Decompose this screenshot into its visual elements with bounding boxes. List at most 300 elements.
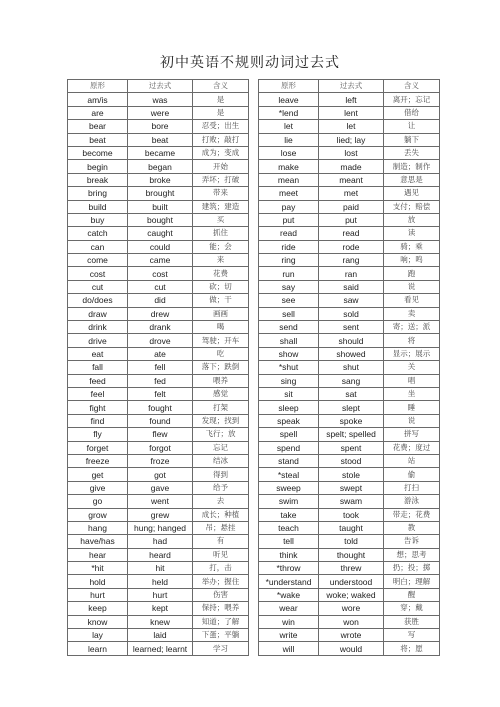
- verb-past: said: [319, 280, 384, 293]
- table-row: [259, 562, 440, 575]
- table-row: [259, 294, 440, 307]
- table-row: [68, 267, 249, 280]
- verb-past: held: [128, 575, 193, 588]
- table-row: [68, 615, 249, 628]
- verb-meaning: 抓住: [193, 227, 249, 240]
- verb-past: put: [319, 213, 384, 226]
- verb-meaning: 得到: [193, 468, 249, 481]
- table-row: [68, 414, 249, 427]
- table-row: [259, 441, 440, 454]
- verb-past: did: [128, 294, 193, 307]
- table-row: [68, 227, 249, 240]
- verb-past: let: [319, 120, 384, 133]
- verb-past: stood: [319, 454, 384, 467]
- verb-past: built: [128, 200, 193, 213]
- table-row: [259, 321, 440, 334]
- verb-base: go: [68, 495, 128, 508]
- verb-meaning: 发现；找到: [193, 414, 249, 427]
- table-row: [68, 307, 249, 320]
- verb-meaning: 砍；切: [193, 280, 249, 293]
- verb-past: began: [128, 160, 193, 173]
- table-row: [259, 454, 440, 467]
- verb-past: threw: [319, 562, 384, 575]
- table-row: [259, 106, 440, 119]
- table-row: [259, 629, 440, 642]
- header-meaning: 含义: [193, 80, 249, 93]
- table-row: [68, 575, 249, 588]
- table-row: [68, 521, 249, 534]
- verb-past: slept: [319, 401, 384, 414]
- verb-meaning: 保持；喂养: [193, 602, 249, 615]
- verb-base: become: [68, 146, 128, 159]
- table-row: [68, 361, 249, 374]
- verb-past: rode: [319, 240, 384, 253]
- verb-past: won: [319, 615, 384, 628]
- verb-past: fell: [128, 361, 193, 374]
- verb-base: know: [68, 615, 128, 628]
- verb-base: run: [259, 267, 319, 280]
- verb-base: forget: [68, 441, 128, 454]
- verb-meaning: 跑: [384, 267, 440, 280]
- verb-past: could: [128, 240, 193, 253]
- verb-table-left-body: [68, 93, 249, 655]
- verb-past: heard: [128, 548, 193, 561]
- verb-meaning: 驾驶；开车: [193, 334, 249, 347]
- table-row: [259, 387, 440, 400]
- verb-past: spelt; spelled: [319, 428, 384, 441]
- verb-meaning: 离开；忘记: [384, 93, 440, 106]
- verb-past: drank: [128, 321, 193, 334]
- verb-base: see: [259, 294, 319, 307]
- verb-meaning: 伤害: [193, 588, 249, 601]
- verb-meaning: 买: [193, 213, 249, 226]
- header-row: [68, 80, 249, 93]
- verb-meaning: 站: [384, 454, 440, 467]
- verb-base: pay: [259, 200, 319, 213]
- table-row: [259, 240, 440, 253]
- verb-past: showed: [319, 347, 384, 360]
- verb-base: drive: [68, 334, 128, 347]
- verb-base: spend: [259, 441, 319, 454]
- header-past: 过去式: [128, 80, 193, 93]
- verb-meaning: 丢失: [384, 146, 440, 159]
- verb-table-right: [258, 79, 440, 656]
- verb-base: cut: [68, 280, 128, 293]
- table-row: [68, 387, 249, 400]
- verb-meaning: 将；愿: [384, 642, 440, 655]
- verb-base: lose: [259, 146, 319, 159]
- verb-meaning: 遇见: [384, 187, 440, 200]
- verb-meaning: 花费；度过: [384, 441, 440, 454]
- verb-base: cost: [68, 267, 128, 280]
- verb-base: come: [68, 254, 128, 267]
- verb-past: sat: [319, 387, 384, 400]
- verb-base: say: [259, 280, 319, 293]
- table-row: [68, 428, 249, 441]
- verb-base: build: [68, 200, 128, 213]
- table-row: [68, 133, 249, 146]
- table-row: [68, 508, 249, 521]
- verb-past: saw: [319, 294, 384, 307]
- verb-base: lay: [68, 629, 128, 642]
- table-row: [259, 173, 440, 186]
- table-row: [259, 588, 440, 601]
- verb-meaning: 打扫: [384, 481, 440, 494]
- verb-past: shut: [319, 361, 384, 374]
- verb-meaning: 制造；制作: [384, 160, 440, 173]
- verb-meaning: 有: [193, 535, 249, 548]
- verb-meaning: 打架: [193, 401, 249, 414]
- verb-meaning: 告诉: [384, 535, 440, 548]
- verb-past: bore: [128, 120, 193, 133]
- verb-past: ran: [319, 267, 384, 280]
- verb-meaning: 是: [193, 93, 249, 106]
- verb-base: read: [259, 227, 319, 240]
- verb-past: bought: [128, 213, 193, 226]
- verb-base: fly: [68, 428, 128, 441]
- verb-past: learned; learnt: [128, 642, 193, 655]
- table-row: [68, 441, 249, 454]
- verb-past: became: [128, 146, 193, 159]
- table-row: [259, 213, 440, 226]
- table-row: [68, 495, 249, 508]
- verb-table-left: [67, 79, 249, 656]
- table-row: [68, 347, 249, 360]
- verb-meaning: 忘记: [193, 441, 249, 454]
- table-row: [259, 307, 440, 320]
- verb-meaning: 举办；握住: [193, 575, 249, 588]
- verb-base: teach: [259, 521, 319, 534]
- verb-base: feed: [68, 374, 128, 387]
- verb-meaning: 教: [384, 521, 440, 534]
- table-row: [68, 173, 249, 186]
- verb-base: *throw: [259, 562, 319, 575]
- verb-base: stand: [259, 454, 319, 467]
- verb-past: brought: [128, 187, 193, 200]
- verb-meaning: 拼写: [384, 428, 440, 441]
- table-row: [259, 200, 440, 213]
- verb-meaning: 喂养: [193, 374, 249, 387]
- table-row: [259, 187, 440, 200]
- verb-base: begin: [68, 160, 128, 173]
- table-row: [259, 468, 440, 481]
- table-row: [68, 535, 249, 548]
- verb-table-right-body: [259, 93, 440, 655]
- verb-meaning: 花费: [193, 267, 249, 280]
- verb-base: let: [259, 120, 319, 133]
- table-row: [259, 160, 440, 173]
- verb-meaning: 偷: [384, 468, 440, 481]
- table-row: [259, 414, 440, 427]
- verb-meaning: 响；鸣: [384, 254, 440, 267]
- verb-base: *understand: [259, 575, 319, 588]
- table-row: [68, 160, 249, 173]
- verb-base: win: [259, 615, 319, 628]
- verb-past: stole: [319, 468, 384, 481]
- table-row: [68, 200, 249, 213]
- verb-past: swam: [319, 495, 384, 508]
- table-row: [68, 280, 249, 293]
- verb-meaning: 建筑；建造: [193, 200, 249, 213]
- verb-past: cut: [128, 280, 193, 293]
- verb-past: laid: [128, 629, 193, 642]
- verb-base: send: [259, 321, 319, 334]
- verb-meaning: 放: [384, 213, 440, 226]
- verb-base: write: [259, 629, 319, 642]
- verb-meaning: 卖: [384, 307, 440, 320]
- table-row: [259, 120, 440, 133]
- verb-base: *shut: [259, 361, 319, 374]
- verb-meaning: 做；干: [193, 294, 249, 307]
- verb-meaning: 关: [384, 361, 440, 374]
- table-row: [259, 267, 440, 280]
- verb-base: find: [68, 414, 128, 427]
- verb-meaning: 忍受；出生: [193, 120, 249, 133]
- verb-past: were: [128, 106, 193, 119]
- verb-past: read: [319, 227, 384, 240]
- verb-past: swept: [319, 481, 384, 494]
- verb-meaning: 扔；投；掷: [384, 562, 440, 575]
- table-row: [68, 146, 249, 159]
- table-row: [68, 240, 249, 253]
- verb-past: understood: [319, 575, 384, 588]
- verb-meaning: 能；会: [193, 240, 249, 253]
- verb-past: hit: [128, 562, 193, 575]
- verb-base: put: [259, 213, 319, 226]
- verb-meaning: 明白；理解: [384, 575, 440, 588]
- verb-past: ate: [128, 347, 193, 360]
- table-row: [259, 508, 440, 521]
- table-row: [259, 535, 440, 548]
- table-row: [68, 120, 249, 133]
- verb-base: sleep: [259, 401, 319, 414]
- verb-base: *steal: [259, 468, 319, 481]
- verb-base: buy: [68, 213, 128, 226]
- verb-base: freeze: [68, 454, 128, 467]
- verb-meaning: 读: [384, 227, 440, 240]
- verb-past: spent: [319, 441, 384, 454]
- verb-base: get: [68, 468, 128, 481]
- verb-past: sent: [319, 321, 384, 334]
- verb-meaning: 骑；乘: [384, 240, 440, 253]
- verb-past: hurt: [128, 588, 193, 601]
- verb-past: made: [319, 160, 384, 173]
- verb-base: fight: [68, 401, 128, 414]
- verb-meaning: 写: [384, 629, 440, 642]
- verb-past: forgot: [128, 441, 193, 454]
- verb-meaning: 寄；送；派: [384, 321, 440, 334]
- verb-meaning: 画画: [193, 307, 249, 320]
- verb-past: froze: [128, 454, 193, 467]
- verb-past: took: [319, 508, 384, 521]
- verb-base: show: [259, 347, 319, 360]
- verb-past: met: [319, 187, 384, 200]
- verb-past: paid: [319, 200, 384, 213]
- verb-past: left: [319, 93, 384, 106]
- header-past: 过去式: [319, 80, 384, 93]
- verb-past: spoke: [319, 414, 384, 427]
- verb-past: caught: [128, 227, 193, 240]
- verb-meaning: 成长；种植: [193, 508, 249, 521]
- verb-past: should: [319, 334, 384, 347]
- verb-meaning: 支付；赔偿: [384, 200, 440, 213]
- verb-meaning: 借给: [384, 106, 440, 119]
- table-row: [259, 361, 440, 374]
- verb-meaning: 睡: [384, 401, 440, 414]
- verb-base: drink: [68, 321, 128, 334]
- verb-meaning: 感觉: [193, 387, 249, 400]
- table-row: [259, 602, 440, 615]
- table-row: [259, 146, 440, 159]
- verb-meaning: 醒: [384, 588, 440, 601]
- verb-past: fed: [128, 374, 193, 387]
- verb-base: make: [259, 160, 319, 173]
- header-base: 原形: [259, 80, 319, 93]
- verb-meaning: 看见: [384, 294, 440, 307]
- verb-meaning: 开始: [193, 160, 249, 173]
- verb-past: rang: [319, 254, 384, 267]
- verb-meaning: 唱: [384, 374, 440, 387]
- verb-base: meet: [259, 187, 319, 200]
- verb-past: cost: [128, 267, 193, 280]
- table-row: [68, 93, 249, 106]
- table-row: [259, 521, 440, 534]
- verb-base: mean: [259, 173, 319, 186]
- verb-base: spell: [259, 428, 319, 441]
- verb-past: hung; hanged: [128, 521, 193, 534]
- table-row: [68, 468, 249, 481]
- table-row: [259, 93, 440, 106]
- verb-meaning: 是: [193, 106, 249, 119]
- verb-base: have/has: [68, 535, 128, 548]
- table-row: [68, 629, 249, 642]
- verb-base: sweep: [259, 481, 319, 494]
- header-row: [259, 80, 440, 93]
- verb-past: gave: [128, 481, 193, 494]
- verb-base: fall: [68, 361, 128, 374]
- verb-base: will: [259, 642, 319, 655]
- verb-base: break: [68, 173, 128, 186]
- verb-base: tell: [259, 535, 319, 548]
- verb-past: drove: [128, 334, 193, 347]
- table-row: [68, 187, 249, 200]
- verb-meaning: 知道；了解: [193, 615, 249, 628]
- verb-base: grow: [68, 508, 128, 521]
- header-base: 原形: [68, 80, 128, 93]
- verb-meaning: 结冰: [193, 454, 249, 467]
- verb-meaning: 穿；戴: [384, 602, 440, 615]
- verb-past: lent: [319, 106, 384, 119]
- table-row: [259, 334, 440, 347]
- verb-past: told: [319, 535, 384, 548]
- table-row: [259, 280, 440, 293]
- verb-base: bear: [68, 120, 128, 133]
- verb-past: came: [128, 254, 193, 267]
- table-row: [68, 334, 249, 347]
- verb-base: keep: [68, 602, 128, 615]
- verb-past: wore: [319, 602, 384, 615]
- verb-past: found: [128, 414, 193, 427]
- table-row: [68, 562, 249, 575]
- page-title: 初中英语不规则动词过去式: [160, 55, 340, 71]
- table-row: [259, 133, 440, 146]
- verb-base: hold: [68, 575, 128, 588]
- verb-meaning: 让: [384, 120, 440, 133]
- table-row: [259, 227, 440, 240]
- verb-base: catch: [68, 227, 128, 240]
- verb-past: taught: [319, 521, 384, 534]
- table-row: [259, 495, 440, 508]
- verb-past: broke: [128, 173, 193, 186]
- verb-past: sold: [319, 307, 384, 320]
- table-row: [68, 374, 249, 387]
- verb-meaning: 来: [193, 254, 249, 267]
- verb-past: lied; lay: [319, 133, 384, 146]
- verb-base: speak: [259, 414, 319, 427]
- verb-past: felt: [128, 387, 193, 400]
- verb-past: sang: [319, 374, 384, 387]
- verb-meaning: 学习: [193, 642, 249, 655]
- verb-past: was: [128, 93, 193, 106]
- verb-base: bring: [68, 187, 128, 200]
- verb-meaning: 说: [384, 414, 440, 427]
- verb-base: give: [68, 481, 128, 494]
- header-meaning: 含义: [384, 80, 440, 93]
- verb-meaning: 弄坏；打破: [193, 173, 249, 186]
- verb-meaning: 坐: [384, 387, 440, 400]
- verb-base: draw: [68, 307, 128, 320]
- verb-base: lie: [259, 133, 319, 146]
- table-row: [259, 347, 440, 360]
- table-row: [68, 254, 249, 267]
- verb-past: woke; waked: [319, 588, 384, 601]
- verb-meaning: 落下；跌倒: [193, 361, 249, 374]
- verb-base: leave: [259, 93, 319, 106]
- verb-base: beat: [68, 133, 128, 146]
- verb-past: grew: [128, 508, 193, 521]
- verb-meaning: 成为；变成: [193, 146, 249, 159]
- table-row: [68, 454, 249, 467]
- table-row: [68, 213, 249, 226]
- verb-base: sing: [259, 374, 319, 387]
- verb-meaning: 打败；敲打: [193, 133, 249, 146]
- verb-meaning: 打，击: [193, 562, 249, 575]
- verb-base: do/does: [68, 294, 128, 307]
- verb-meaning: 获胜: [384, 615, 440, 628]
- verb-meaning: 去: [193, 495, 249, 508]
- verb-base: hear: [68, 548, 128, 561]
- verb-past: meant: [319, 173, 384, 186]
- verb-meaning: 躺下: [384, 133, 440, 146]
- verb-base: hang: [68, 521, 128, 534]
- verb-base: eat: [68, 347, 128, 360]
- verb-base: shall: [259, 334, 319, 347]
- verb-past: drew: [128, 307, 193, 320]
- verb-base: wear: [259, 602, 319, 615]
- table-row: [259, 548, 440, 561]
- verb-base: *wake: [259, 588, 319, 601]
- verb-meaning: 喝: [193, 321, 249, 334]
- verb-base: *hit: [68, 562, 128, 575]
- verb-base: am/is: [68, 93, 128, 106]
- verb-base: ride: [259, 240, 319, 253]
- verb-past: fought: [128, 401, 193, 414]
- verb-base: *lend: [259, 106, 319, 119]
- verb-base: feel: [68, 387, 128, 400]
- verb-past: had: [128, 535, 193, 548]
- verb-meaning: 意思是: [384, 173, 440, 186]
- verb-meaning: 游泳: [384, 495, 440, 508]
